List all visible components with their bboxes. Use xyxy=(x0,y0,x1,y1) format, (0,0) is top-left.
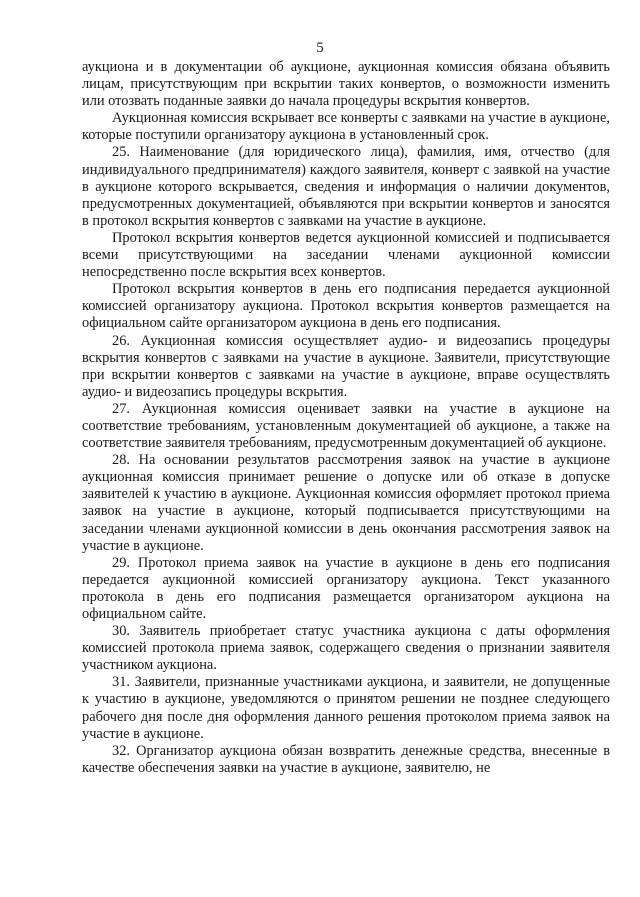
paragraph-clause-28: 28. На основании результатов рассмотрения заявок на участие в аукционе аукционная комиссия принимает решение о допуске или об отказе в допуске заявителей к участию в аукционе. Аукционная комиссия оформляет протокол приема заявок на участие в аукционе, который подписывается присутствующими на заседании членами аукционной комиссии в день окончания рассмотрения заявок на участие в аукционе. xyxy=(82,452,610,554)
paragraph-envelope-opening: Аукционная комиссия вскрывает все конверты с заявками на участие в аукционе, которые поступили организатору аукциона в установленный срок. xyxy=(82,110,610,144)
paragraph-clause-31: 31. Заявители, признанные участниками аукциона, и заявители, не допущенные к участию в аукционе, уведомляются о принятом решении не позднее следующего рабочего дня после дня оформления данного решения протоколом приема заявок на участие в аукционе. xyxy=(82,674,610,742)
document-body xyxy=(82,59,610,777)
paragraph-clause-25: 25. Наименование (для юридического лица), фамилия, имя, отчество (для индивидуального предпринимателя) каждого заявителя, конверт с заявкой на участие в аукционе которого вскрывается, сведения и информация о наличии документов, предусмотренных документацией, объявляются при вскрытии конвертов и заносятся в протокол вскрытия конвертов с заявками на участие в аукционе. xyxy=(82,144,610,229)
paragraph-clause-30: 30. Заявитель приобретает статус участника аукциона с даты оформления комиссией протокола приема заявок, содержащего сведения о признании заявителя участником аукциона. xyxy=(82,623,610,674)
paragraph-protocol-publication: Протокол вскрытия конвертов в день его подписания передается аукционной комиссией организатору аукциона. Протокол вскрытия конвертов размещается на официальном сайте организатором аукциона в день его подписания. xyxy=(82,281,610,332)
paragraph-clause-27: 27. Аукционная комиссия оценивает заявки на участие в аукционе на соответствие требованиям, установленным документацией об аукционе, а также на соответствие заявителя требованиям, предусмотренным документацией об аукционе. xyxy=(82,400,610,452)
paragraph-continuation: аукциона и в документации об аукционе, аукционная комиссия обязана объявить лицам, присутствующим при вскрытии таких конвертов, о возможности изменить или отозвать поданные заявки до начала процедуры вскрытия конвертов. xyxy=(82,59,610,110)
paragraph-protocol-signing: Протокол вскрытия конвертов ведется аукционной комиссией и подписывается всеми присутствующими на заседании членами аукционной комиссии непосредственно после вскрытия всех конвертов. xyxy=(82,229,610,281)
paragraph-clause-26: 26. Аукционная комиссия осуществляет аудио- и видеозапись процедуры вскрытия конвертов с заявками на участие в аукционе. Заявители, присутствующие при вскрытии конвертов с заявками на участие в аукционе, вправе осуществлять аудио- и видеозапись процедуры вскрытия. xyxy=(82,332,610,400)
page-number: 5 xyxy=(316,40,324,56)
paragraph-clause-29: 29. Протокол приема заявок на участие в аукционе в день его подписания передается аукционной комиссией организатору аукциона. Текст указанного протокола в день его подписания размещается организатором аукциона на официальном сайте. xyxy=(82,554,610,622)
paragraph-clause-32: 32. Организатор аукциона обязан возвратить денежные средства, внесенные в качестве обеспечения заявки на участие в аукционе, заявителю, не xyxy=(82,742,610,776)
